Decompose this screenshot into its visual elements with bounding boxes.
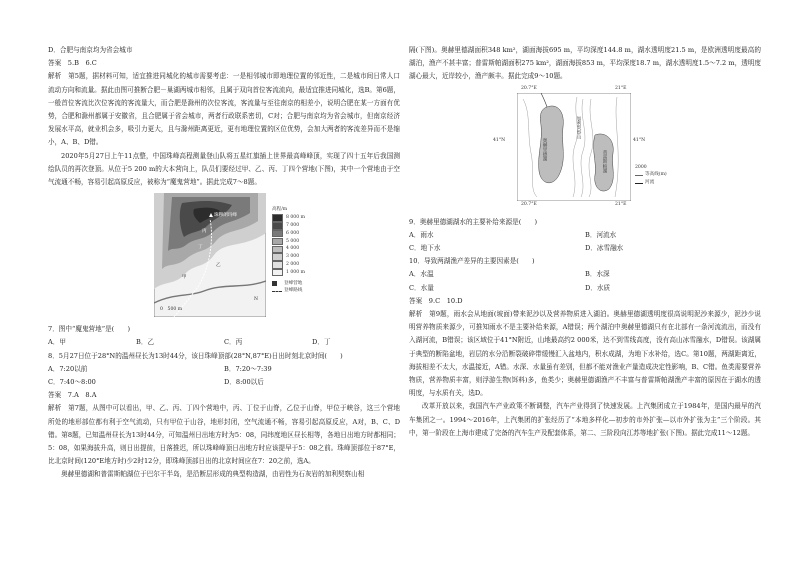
camp-jia: 甲	[182, 275, 187, 281]
legend-item: 8 000 m	[286, 215, 305, 221]
question-9: 9．奥赫里德湖湖水的主要补给来源是( )	[409, 217, 538, 226]
legend-title: 高程/m	[272, 207, 288, 213]
q9-options-row1	[409, 229, 761, 242]
question-7: 7．图中“魔鬼营地”是( )	[48, 325, 131, 334]
passage-lakes: 奥赫里德湖和普雷斯帕湖位于巴尔干半岛，是沿断层形成的典型构造湖，由岩性为石灰岩的加利契察山相	[61, 470, 365, 479]
option: A．水温	[409, 270, 434, 279]
question-10: 10．导致两湖渔产差异的主要因素是( )	[409, 257, 535, 266]
question-8: 8．5月27日位于28°N的温州昼长为13时44分，该日珠峰顶部(28°N,87°E)日出时刻北京时间( )	[48, 351, 343, 360]
legend-item: 2 000	[286, 261, 300, 267]
lakes-terrain	[517, 93, 631, 201]
q7-options	[48, 336, 400, 349]
option: A．甲	[48, 338, 66, 347]
legend-item: 6 000	[286, 230, 300, 236]
terrain-map	[154, 193, 266, 317]
explanation-7-8: 解析 第7题，从图中可以看出，甲、乙、丙、丁四个营地中，丙、丁位于山脊，乙位于山脊，甲位于峡谷，这三个营地所处的地形部位都有利于空气流动，只有甲位于山谷，地形封闭，空气流通不畅，容易引起高原反应，A对，B、C、D错。第8题，已知温州昼长为13时44分，可知温州日出地方时为5：08，同纬度地区昼长相等，各地日出地方时都相同；5：08，如果海拔升高，则日出提前，日落推迟，所以珠峰峰顶日出地方时应该提早于5：08之前。珠峰顶部位于87°E，比北京时间(120°E地方时)少2时12分，即珠峰顶部日出的北京时间应在7：20之前，选A。	[48, 404, 400, 466]
right-column	[409, 44, 761, 440]
q10-options-row1	[409, 268, 761, 281]
option: D．水质	[585, 283, 611, 292]
camp-bing: 丙	[202, 229, 207, 235]
passage-saic: 改革开放以来，我国汽车产业政策不断调整，汽车产业得到了快速发展。上汽集团成立于1984年，是国内最早的汽车集团之一。1994～2016年，上汽集团的扩张经历了“本地多样化—初步的市外扩张—以市外扩张为主”三个阶段。其中，第一阶段在上海市建成了完备的汽车生产及配套体系，第二、三阶段向江苏等地扩张(下图)。据此完成11～12题。	[409, 402, 761, 437]
coord-label: 41°N	[493, 137, 506, 143]
q8-options-row1	[48, 363, 400, 376]
legend-item: 5 000	[286, 238, 300, 244]
passage-everest: 2020年5月27日上午11点整，中国珠峰高程测量登山队将五星红旗插上世界最高峰峰顶，实现了四十五年后我国测绘队员的再次登顶。从位于5 200 m的大本营向上，队员们要经过甲、乙、丙、丁四个营地(下图)，其中一个营地由于空气流通不畅，容易引起高原反应，被称为“魔鬼营地”。据此完成7～8题。	[48, 151, 400, 187]
lakes-map	[493, 85, 667, 210]
option: C．水量	[409, 283, 434, 292]
option: B．7:20～7:39	[224, 364, 272, 373]
coord-label: 20.7°E	[521, 85, 537, 91]
coord-label: 20.7°E	[521, 201, 537, 207]
option-d: D．合肥与南京均为省会城市	[48, 46, 133, 54]
legend-item: 登峰路线	[284, 288, 303, 294]
camp-symbol-icon	[272, 281, 277, 286]
camp-ding: 丁	[198, 245, 203, 251]
camp-yi: 乙	[216, 263, 221, 269]
explanation-9-10: 解析 第9题，雨水会从地面(坡面)带来泥沙以及营养物质进入湖泊。奥赫里德湖透明度很高说明泥沙来源少，泥沙少说明营养物质来源少，可推知雨水不是主要补给来源，A错误；两个湖泊中奥赫里德湖只有在北部有一条河流流出，而没有入湖河流，B错误；该区域位于41°N附近，山地最高约2 000米，达不到雪线高度，没有高山冰雪融水，D错误。该湖属于典型的断陷盆地，岩层的水分沿断裂破碎带缓慢汇入盆地内，积水成湖，为地下水补给，选C。第10题，两湖距离近，海拔相差不太大，水温接近，A错。水深、水量虽有差别，但都不能对渔业产量造成决定性影响，B、C错。鱼类需要营养物质，营养物质丰富，则浮游生物(饵料)多，鱼类少；奥赫里德湖渔产不丰富与普雷斯帕湖渔产丰富的原因在于湖水的透明度，与水质有关，选D。	[409, 310, 761, 398]
ohrid-label: 奥赫里德湖	[542, 137, 547, 161]
legend-item: 1 000 m	[286, 269, 305, 275]
route-symbol-icon	[272, 291, 282, 292]
q9-options-row2	[409, 242, 761, 255]
coord-label: 21°E	[615, 85, 627, 91]
option: B．乙	[136, 338, 155, 347]
option: C．丙	[224, 338, 243, 347]
option: D．冰雪融水	[585, 244, 624, 253]
legend-item: 7 000	[286, 222, 300, 228]
prespa-label: 普雷斯帕湖	[602, 149, 607, 173]
option: D．丁	[312, 338, 331, 347]
option: B．水深	[585, 270, 610, 279]
everest-map	[154, 193, 314, 317]
q8-options-row2	[48, 376, 400, 389]
north-arrow: N	[254, 297, 259, 303]
passage-lakes-continued: 隔(下图)。奥赫里德湖面积348 km²，湖面海拔695 m，平均深度144.8 m，湖水透明度21.5 m，是欧洲透明度最高的湖泊，渔产不甚丰富；普雷斯帕湖面积275 km²，湖面海拔853 m，平均深度18.7 m，湖水透明度1.5～7.2 m，透明度湖心最大，近岸较小，渔产颇丰。据此完成9～10题。	[409, 46, 761, 81]
left-column	[48, 44, 400, 482]
legend-item: 3 000	[286, 254, 300, 260]
q10-options-row2	[409, 282, 761, 295]
legend-item: 等高线(m)	[645, 172, 667, 178]
explanation-5-6: 解析 第5题，据材料可知，适宜推进同城化的城市需要考虑：一是相邻城市即地理位置的邻近性，二是城市间日常人口流动方向和流量。据此由图可推断合肥－巢湖两城市相邻，且属于双向首位客流流向，最适宜推进同城化，选B。第6题，一般首位客流比次位客流的客流量大，而合肥是滁州的次位客流，客流量与至往南京的相差小，说明合肥在某一方面有优势，合肥和滁州都属于安徽省，且合肥属于省会城市，两者行政联系密切，C对；合肥与南京均为省会城市，但南京经济发展水平高，就业机会多，吸引力更大，且与滁州距离更近，更有地理位置的区位优势，会加大两者的客流差异而不是缩小，A、B、D错。	[48, 72, 400, 147]
coord-label: 21°E	[615, 201, 627, 207]
answer-7-8: 答案 7.A 8.A	[48, 391, 97, 400]
scale-bar: 0 500 m	[160, 307, 183, 313]
elevation-legend	[272, 207, 316, 295]
option: C．地下水	[409, 244, 441, 253]
summit-label: 珠穆朗玛峰	[214, 213, 237, 219]
legend-item: 河流	[645, 180, 655, 186]
legend-item: 登峰营地	[284, 280, 303, 286]
answer-9-10: 答案 9.C 10.D	[409, 296, 463, 305]
answer-5-6: 答案 5.B 6.C	[48, 59, 97, 68]
contour-value: 2000	[635, 164, 647, 170]
option: A．7:20以前	[48, 364, 88, 373]
river-symbol-icon	[635, 183, 643, 184]
coord-label: 41°N	[633, 137, 646, 143]
lakes-legend	[635, 164, 675, 187]
option: D．8:00以后	[224, 378, 264, 387]
legend-item: 4 000	[286, 246, 300, 252]
option: B．河流水	[585, 230, 617, 239]
contour-symbol-icon	[635, 175, 643, 176]
mountain-label: 加利契察山	[576, 115, 581, 139]
option: C．7:40～8:00	[48, 378, 96, 387]
option: A．雨水	[409, 230, 434, 239]
